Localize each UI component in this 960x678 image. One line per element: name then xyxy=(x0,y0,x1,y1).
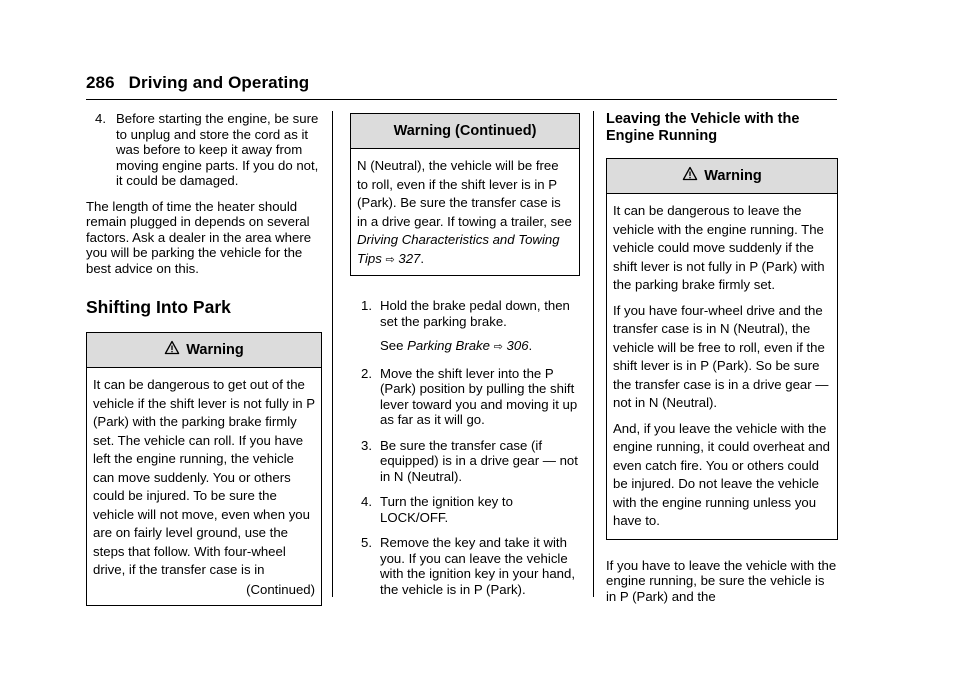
step-number: 4. xyxy=(95,111,106,126)
warning-paragraph: If you have four-wheel drive and the transfer case is in N (Neutral), the vehicle will be free to roll, even if the shift lever is in P (Park). So be sure the transfer case is in a drive gear — not in N (Neutral). xyxy=(613,302,829,410)
paragraph-heater: The length of time the heater should remain plugged in depends on several factors. Ask a dealer in the area where you will be parking the vehicle for the best advice on this. xyxy=(86,198,312,276)
paragraph-end: If you have to leave the vehicle with the engine running, be sure the vehicle is in P (Park) and the xyxy=(606,557,837,604)
warning-box xyxy=(86,332,322,606)
warning-paragraph: It can be dangerous to leave the vehicle with the engine running. The vehicle could move suddenly if the shift lever is not fully in P (Park) with the parking brake firmly set. xyxy=(613,203,825,292)
header-rule xyxy=(86,99,837,100)
see-reference: See Parking Brake ⇨ 306. xyxy=(380,338,533,353)
list-item xyxy=(86,111,322,189)
warning-body xyxy=(87,368,321,605)
link-parking-brake[interactable]: Parking Brake xyxy=(407,338,490,353)
list-item: 2. Move the shift lever into the P (Park) position by pulling the shift lever toward you and moving it up as far as it will go. xyxy=(361,365,578,427)
section-title: Driving and Operating xyxy=(128,73,310,92)
column-divider xyxy=(593,111,594,597)
warning-title: Warning xyxy=(704,168,762,184)
warning-header: Warning (Continued) xyxy=(351,114,579,149)
column-middle xyxy=(350,113,580,607)
list-item: 3. Be sure the transfer case (if equipped) is in a drive gear — not in N (Neutral). xyxy=(361,437,578,484)
column-right xyxy=(606,111,838,614)
step-text: Before starting the engine, be sure to unplug and store the cord as it was before to keep it away from moving engine parts. If you do not, it could be damaged. xyxy=(116,111,319,188)
page-number: 286 xyxy=(86,73,115,92)
warning-paragraph: And, if you leave the vehicle with the engine running, it could overheat and even catch fire. You or others could be injured. Do not leave the vehicle with the engine running unless you have to. xyxy=(613,420,831,528)
list-item: 1. Hold the brake pedal down, then set the parking brake. See Parking Brake ⇨ 306. xyxy=(350,298,580,356)
column-left xyxy=(86,111,322,620)
warning-icon xyxy=(164,335,180,369)
heading-leaving-vehicle: Leaving the Vehicle with the Engine Running xyxy=(606,111,800,144)
warning-text: N (Neutral), the vehicle will be free to roll, even if the shift lever is in P (Park). Be sure the transfer case is in a drive gear. If towing a trailer, see Driving Characteristics and Towing Tips ⇨ 327. xyxy=(357,158,572,266)
warning-header xyxy=(87,333,321,368)
warning-body xyxy=(607,194,837,539)
heading-shifting-into-park: Shifting Into Park xyxy=(86,297,231,317)
warning-title: Warning xyxy=(186,342,244,358)
continued-label: (Continued) xyxy=(246,581,315,597)
page-ref-icon: ⇨ xyxy=(385,253,395,266)
warning-box xyxy=(606,158,838,540)
warning-text: It can be dangerous to get out of the vehicle if the shift lever is not fully in P (Park) with the parking brake firmly set. The vehicle can roll. If you have left the engine running, the vehicle can move suddenly. You or others could be injured. To be sure the vehicle will not move, even when you are on fairly level ground, use the steps that follow. With four-wheel drive, if the transfer case is in xyxy=(93,377,315,577)
column-divider xyxy=(332,111,333,597)
page-header xyxy=(86,73,309,93)
page-ref-icon: ⇨ xyxy=(493,341,503,353)
list-item: 5. Remove the key and take it with you. If you can leave the vehicle with the ignition key in your hand, the vehicle is in P (Park). xyxy=(361,535,575,597)
list-item: 4. Turn the ignition key to LOCK/OFF. xyxy=(361,494,513,525)
page-ref[interactable]: 306 xyxy=(506,338,529,353)
warning-box-continued xyxy=(350,113,580,276)
warning-header xyxy=(607,159,837,194)
page-ref[interactable]: 327 xyxy=(398,250,421,266)
warning-body xyxy=(351,149,579,275)
warning-icon xyxy=(682,161,698,195)
link-driving-characteristics[interactable]: Driving Characteristics and Towing Tips xyxy=(357,232,560,266)
